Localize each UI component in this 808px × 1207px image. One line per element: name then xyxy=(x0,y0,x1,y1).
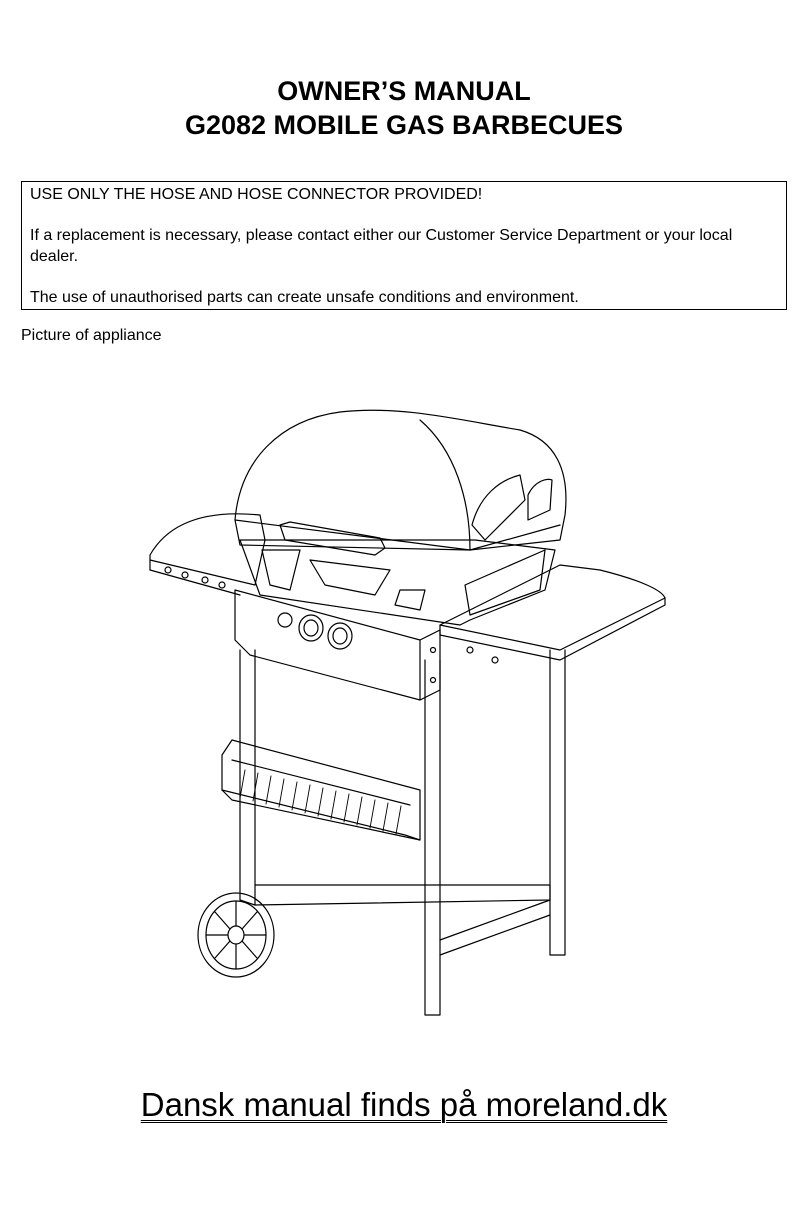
figure-caption: Picture of appliance xyxy=(21,327,162,344)
left-side-shelf xyxy=(150,514,265,595)
model-title: G2082 MOBILE GAS BARBECUES xyxy=(184,110,624,140)
wheel xyxy=(198,893,274,977)
danish-manual-link-text[interactable]: Dansk manual finds på moreland.dk xyxy=(140,1086,668,1123)
unauthorised-parts-text: The use of unauthorised parts can create unsafe conditions and environment. xyxy=(30,289,579,306)
manual-title: OWNER’S MANUAL xyxy=(277,76,531,106)
hose-warning-box xyxy=(21,181,787,310)
grill-lid xyxy=(235,410,566,555)
gas-barbecue-illustration xyxy=(140,400,680,1030)
firebox xyxy=(240,540,555,625)
replacement-text: If a replacement is necessary, please contact either our Customer Service Department or your local dealer. xyxy=(30,227,733,265)
storage-basket xyxy=(222,740,420,840)
warning-heading: USE ONLY THE HOSE AND HOSE CONNECTOR PROVIDED! xyxy=(30,186,483,203)
cart-legs xyxy=(240,650,565,1015)
danish-manual-link[interactable] xyxy=(0,1086,808,1124)
